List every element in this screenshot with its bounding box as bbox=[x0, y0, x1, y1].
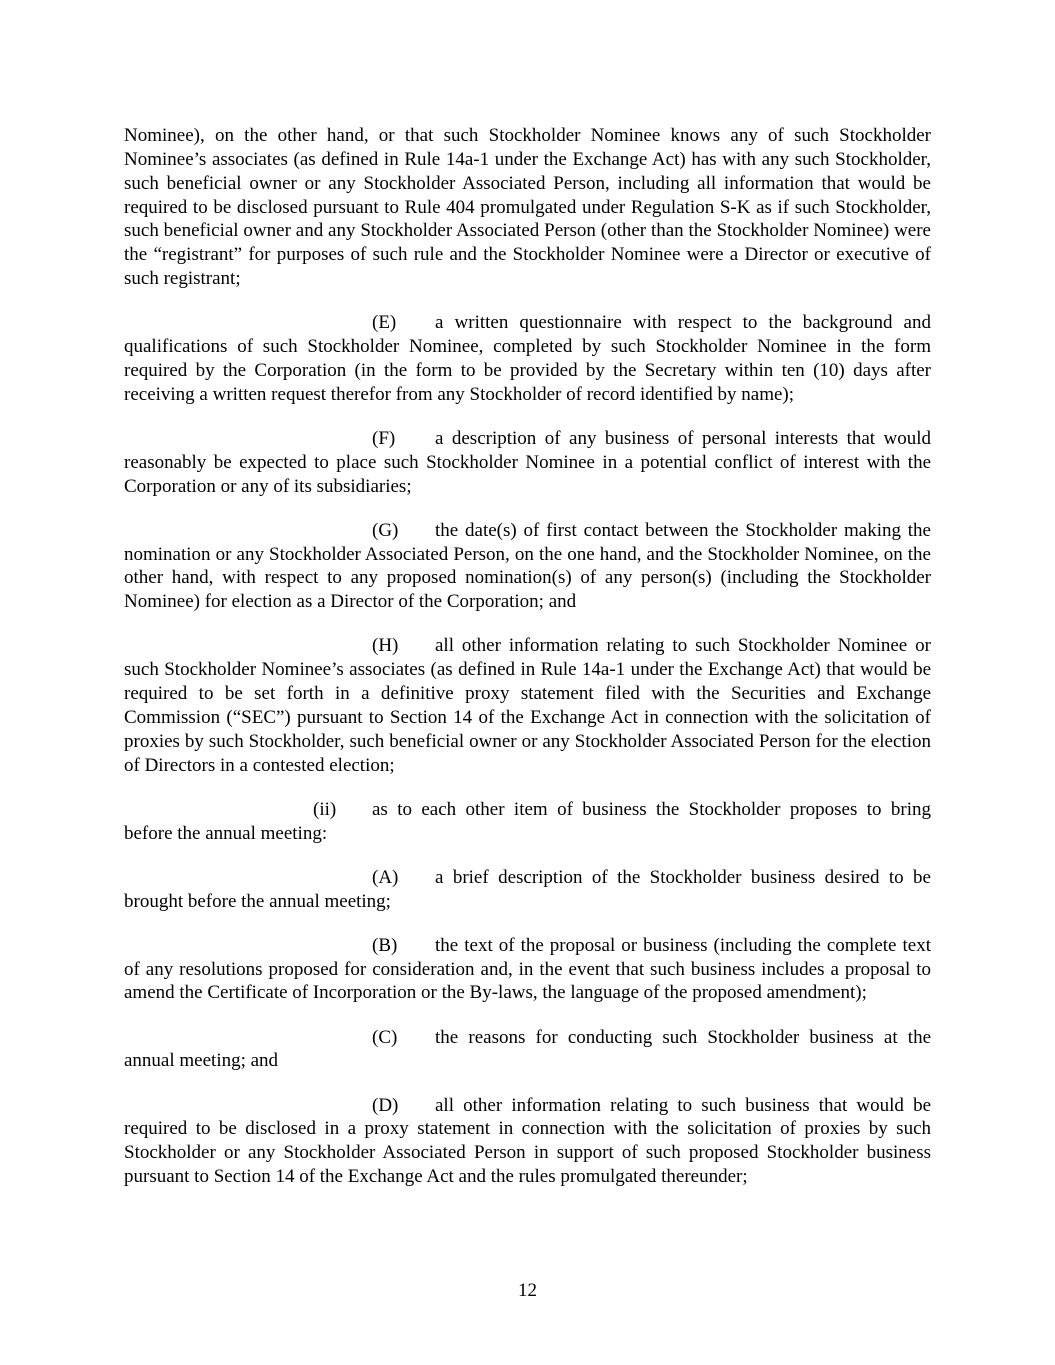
clause-D bbox=[124, 1094, 931, 1189]
paragraph-text: Nominee), on the other hand, or that such Stockholder Nominee knows any of such Stockholder Nominee’s associates (as defined in Rule 14a-1 under the Exchange Act) has with any such Stockholder, such beneficial owner or any Stockholder Associated Person, including all information that would be required to be disclosed pursuant to Rule 404 promulgated under Regulation S-K as if such Stockholder, such beneficial owner and any Stockholder Associated Person (other than the Stockholder Nominee) were the “registrant” for purposes of such rule and the Stockholder Nominee were a Director or executive of such registrant; bbox=[124, 125, 931, 290]
clause-label: (D) bbox=[372, 1094, 399, 1116]
clause-G bbox=[124, 519, 931, 614]
clause-text: all other information relating to such Stockholder Nominee or such Stockholder Nominee’s associates (as defined in Rule 14a-1 under the Exchange Act) that would be required to be set forth in a definitive proxy statement filed with the Securities and Exchange Commission (“SEC”) pursuant to Section 14 of the Exchange Act in connection with the solicitation of proxies by such Stockholder, such beneficial owner or any Stockholder Associated Person for the election of Directors in a contested election; bbox=[124, 635, 931, 776]
clause-text: as to each other item of business the Stockholder proposes to bring before the annual meeting: bbox=[124, 798, 931, 844]
clause-label: (G) bbox=[372, 519, 399, 541]
clause-text: the date(s) of first contact between the Stockholder making the nomination or any Stockholder Associated Person, on the one hand, and the Stockholder Nominee, on the other hand, with respect to any proposed nomination(s) of any person(s) (including the Stockholder Nominee) for election as a Director of the Corporation; and bbox=[124, 519, 931, 613]
clause-F bbox=[124, 427, 931, 499]
document-page bbox=[124, 124, 931, 1209]
clause-text: the reasons for conducting such Stockholder business at the annual meeting; and bbox=[124, 1026, 931, 1072]
clause-ii bbox=[124, 798, 931, 846]
clause-label: (C) bbox=[372, 1026, 398, 1048]
clause-label: (ii) bbox=[313, 798, 337, 820]
clause-text: a brief description of the Stockholder business desired to be brought before the annual meeting; bbox=[124, 866, 931, 912]
clause-A bbox=[124, 866, 931, 914]
clause-B bbox=[124, 934, 931, 1006]
clause-text: a written questionnaire with respect to the background and qualifications of such Stockholder Nominee, completed by such Stockholder Nominee in the form required by the Corporation (in the form to be provided by the Secretary within ten (10) days after receiving a written request therefor from any Stockholder of record identified by name); bbox=[124, 312, 931, 405]
clause-label: (A) bbox=[372, 866, 399, 888]
clause-label: (E) bbox=[372, 312, 397, 334]
clause-C bbox=[124, 1026, 931, 1074]
clause-text: a description of any business of personal interests that would reasonably be expected to place such Stockholder Nominee in a potential conflict of interest with the Corporation or any of its subsidiaries; bbox=[124, 427, 931, 497]
clause-E bbox=[124, 311, 931, 406]
paragraph-continuation bbox=[124, 124, 931, 291]
clause-text: all other information relating to such business that would be required to be disclosed in a proxy statement in connection with the solicitation of proxies by such Stockholder or any Stockholder Associated Person in support of such proposed Stockholder business pursuant to Section 14 of the Exchange Act and the rules promulgated thereunder; bbox=[124, 1094, 931, 1188]
clause-label: (F) bbox=[372, 427, 396, 449]
clause-label: (B) bbox=[372, 934, 398, 956]
clause-text: the text of the proposal or business (including the complete text of any resolutions proposed for consideration and, in the event that such business includes a proposal to amend the Certificate of Incorporation or the By-laws, the language of the proposed amendment); bbox=[124, 934, 931, 1004]
clause-H bbox=[124, 634, 931, 777]
page-number: 12 bbox=[518, 1280, 537, 1301]
clause-label: (H) bbox=[372, 635, 399, 657]
